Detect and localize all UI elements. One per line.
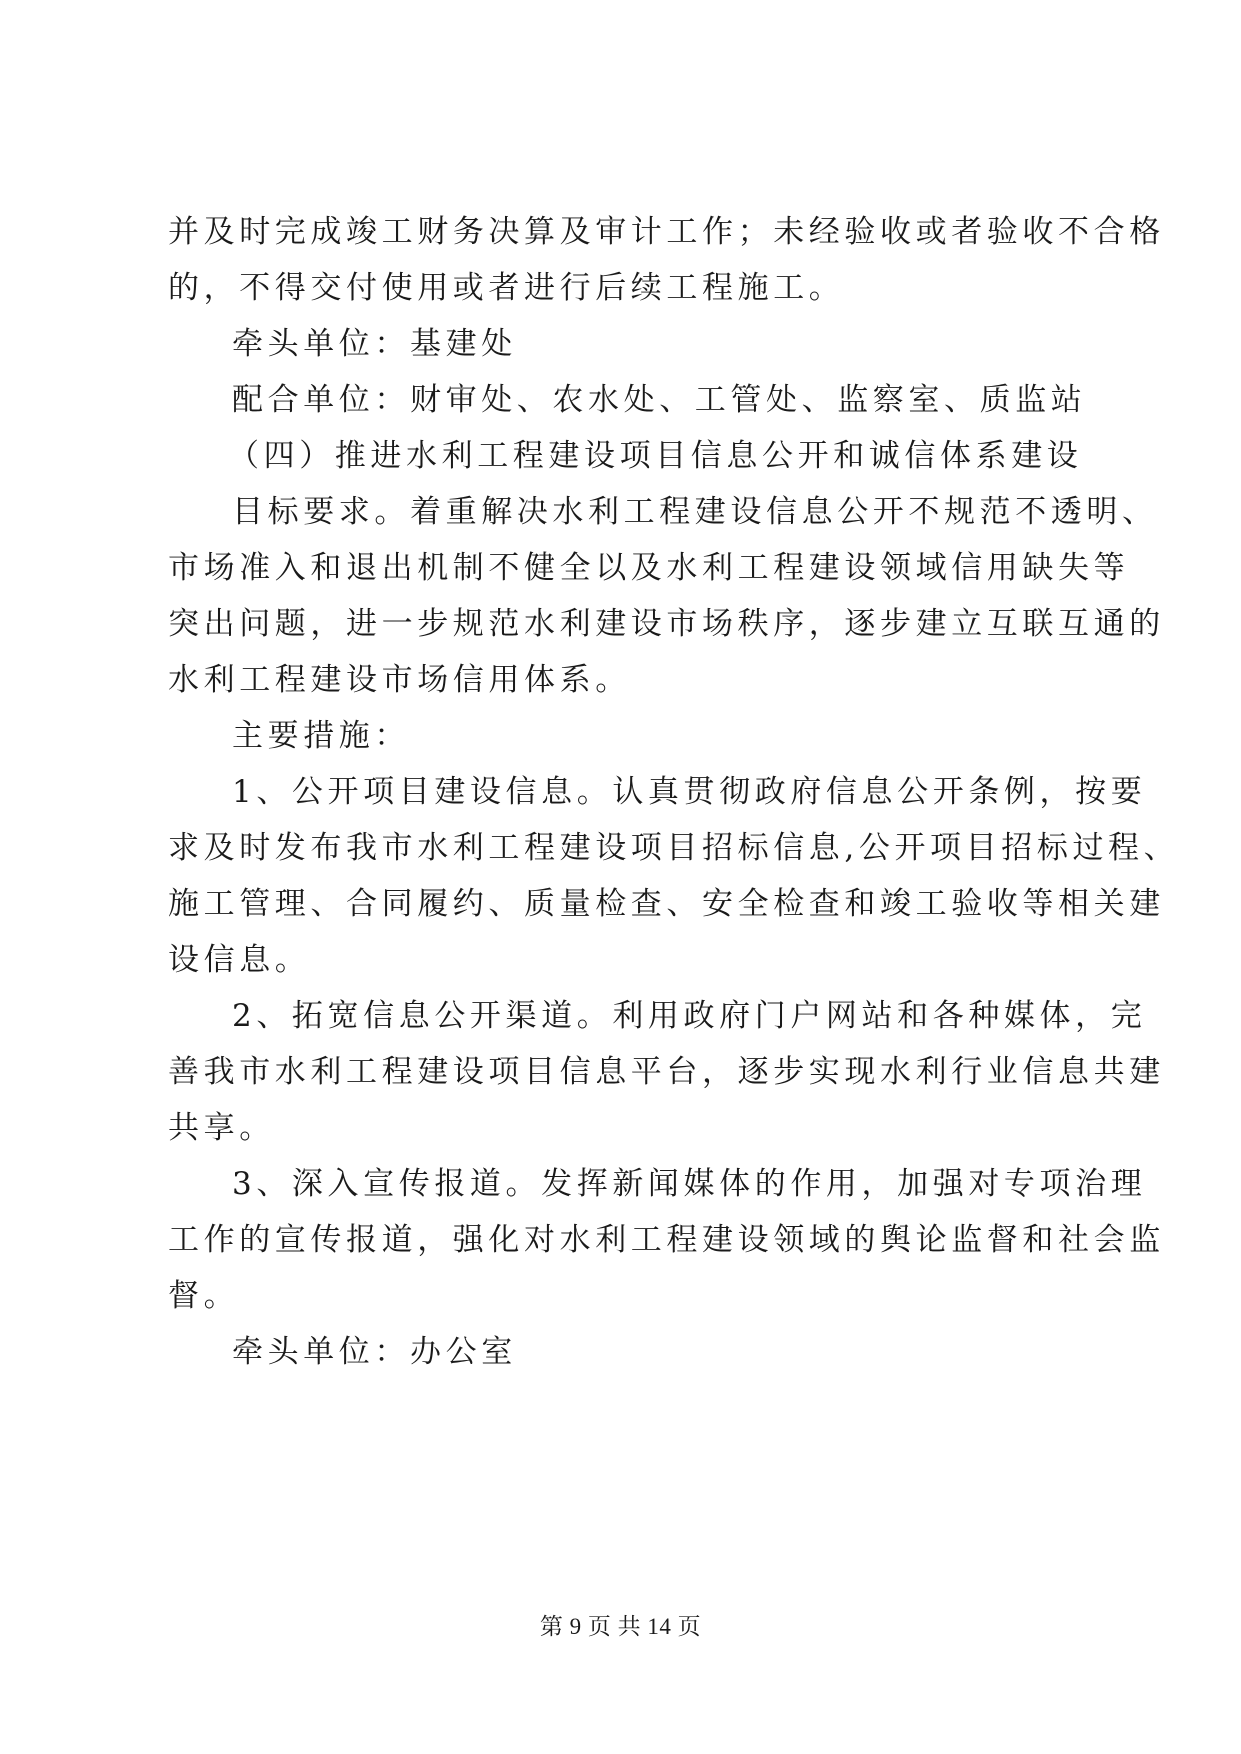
measure-item-1: 1、公开项目建设信息。认真贯彻政府信息公开条例，按要: [232, 774, 1147, 810]
body-text-line: 工作的宣传报道，强化对水利工程建设领域的舆论监督和社会监: [168, 1222, 1165, 1258]
body-text-line: 并及时完成竣工财务决算及审计工作；未经验收或者验收不合格: [168, 214, 1165, 250]
lead-unit-label: 牵头单位：办公室: [232, 1334, 517, 1370]
body-text-line: 突出问题，进一步规范水利建设市场秩序，逐步建立互联互通的: [168, 606, 1165, 642]
body-text-line: 共享。: [168, 1110, 275, 1146]
cooperating-units-label: 配合单位：财审处、农水处、工管处、监察室、质监站: [232, 382, 1087, 418]
section-heading: （四）推进水利工程建设项目信息公开和诚信体系建设: [228, 438, 1083, 474]
body-text-line: 目标要求。着重解决水利工程建设信息公开不规范不透明、: [232, 494, 1158, 530]
body-text-line: 督。: [168, 1278, 240, 1314]
lead-unit-label: 牵头单位：基建处: [232, 326, 517, 362]
measure-item-3: 3、深入宣传报道。发挥新闻媒体的作用，加强对专项治理: [232, 1166, 1147, 1202]
body-text-line: 善我市水利工程建设项目信息平台，逐步实现水利行业信息共建: [168, 1054, 1165, 1090]
measure-item-2: 2、拓宽信息公开渠道。利用政府门户网站和各种媒体，完: [232, 998, 1147, 1034]
body-text-line: 求及时发布我市水利工程建设项目招标信息,公开项目招标过程、: [168, 830, 1180, 866]
body-text-line: 的，不得交付使用或者进行后续工程施工。: [168, 270, 845, 306]
body-text-line: 设信息。: [168, 942, 311, 978]
page-number-footer: 第 9 页 共 14 页: [539, 1614, 702, 1639]
body-text-line: 施工管理、合同履约、质量检查、安全检查和竣工验收等相关建: [168, 886, 1165, 922]
body-text-line: 市场准入和退出机制不健全以及水利工程建设领域信用缺失等: [168, 550, 1130, 586]
body-text-line: 水利工程建设市场信用体系。: [168, 662, 631, 698]
measures-label: 主要措施：: [232, 718, 410, 754]
